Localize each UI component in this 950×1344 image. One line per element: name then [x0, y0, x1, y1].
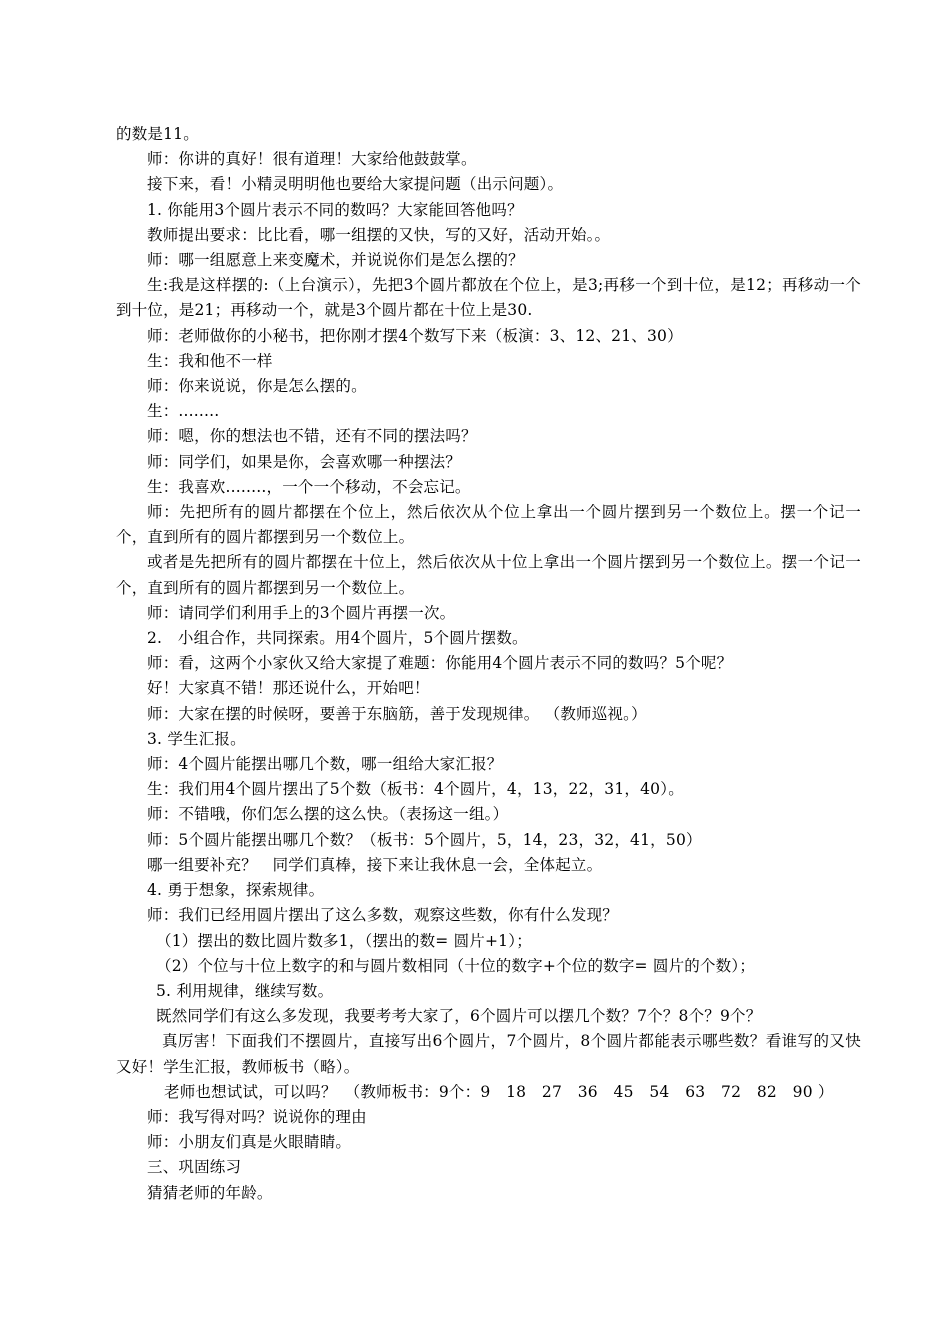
paragraph: 哪一组要补充？ 同学们真棒，接下来让我休息一会，全体起立。 [147, 855, 603, 874]
paragraph: 师：4个圆片能摆出哪几个数，哪一组给大家汇报？ [147, 755, 503, 774]
paragraph: 4. 勇于想象，探索规律。 [147, 881, 325, 900]
paragraph: 师：老师做你的小秘书，把你刚才摆4个数写下来（板演：3、12、21、30） [147, 326, 683, 345]
paragraph: 师：大家在摆的时候呀，要善于东脑筋，善于发现规律。 （教师巡视。） [147, 704, 647, 723]
paragraph: 或者是先把所有的圆片都摆在十位上，然后依次从十位上拿出一个圆片摆到另一个数位上。摆一个记一个，直到所有的圆片都摆到另一个数位上。 [116, 553, 861, 597]
paragraph: 教师提出要求：比比看，哪一组摆的又快，写的又好，活动开始。。 [147, 225, 611, 244]
paragraph: 老师也想试试，可以吗？ （教师板书：9个：9 18 27 36 45 54 63 72 82 90 ） [164, 1082, 834, 1101]
paragraph: 师：同学们，如果是你，会喜欢哪一种摆法？ [147, 452, 462, 471]
paragraph: 2. 小组合作，共同探索。用4个圆片，5个圆片摆数。 [147, 629, 528, 648]
paragraph: 3. 学生汇报。 [147, 729, 246, 748]
paragraph: 师：嗯，你的想法也不错，还有不同的摆法吗？ [147, 427, 477, 446]
paragraph: 师：哪一组愿意上来变魔术，并说说你们是怎么摆的？ [147, 251, 524, 270]
paragraph: 既然同学们有这么多发现，我要考考大家了，6个圆片可以摆几个数？7个？8个？9个？ [156, 1007, 762, 1026]
document-body [116, 122, 861, 1206]
paragraph: 师：小朋友们真是火眼睛睛。 [147, 1133, 352, 1152]
paragraph: 生：我们用4个圆片摆出了5个数（板书：4个圆片，4，13，22，31，40）。 [147, 780, 684, 799]
paragraph: 真厉害！下面我们不摆圆片，直接写出6个圆片，7个圆片，8个圆片都能表示哪些数？看谁写的又快又好！学生汇报，教师板书（略）。 [116, 1032, 861, 1076]
paragraph: 接下来，看！小精灵明明他也要给大家提问题（出示问题）。 [147, 175, 564, 194]
paragraph: （2）个位与十位上数字的和与圆片数相同（十位的数字+个位的数字= 圆片的个数）； [156, 956, 756, 975]
paragraph: 生：........ [147, 402, 220, 421]
paragraph: 5. 利用规律，继续写数。 [156, 981, 334, 1000]
paragraph: 师：先把所有的圆片都摆在个位上，然后依次从个位上拿出一个圆片摆到另一个数位上。摆一个记一个，直到所有的圆片都摆到另一个数位上。 [116, 503, 861, 547]
paragraph: 生：我和他不一样 [147, 351, 273, 370]
paragraph: （1）摆出的数比圆片数多1，（摆出的数= 圆片+1）； [156, 931, 532, 950]
paragraph: 师：5个圆片能摆出哪几个数？（板书：5个圆片，5，14，23，32，41，50） [147, 830, 702, 849]
paragraph: 猜猜老师的年龄。 [147, 1183, 273, 1202]
paragraph: 的数是11。 [116, 125, 199, 143]
paragraph: 生：我喜欢........，一个一个移动，不会忘记。 [147, 477, 471, 496]
paragraph: 好！大家真不错！那还说什么，开始吧！ [147, 679, 430, 698]
paragraph: 三、巩固练习 [147, 1158, 242, 1177]
paragraph: 师：你讲的真好！很有道理！大家给他鼓鼓掌。 [147, 150, 477, 169]
paragraph: 师：我写得对吗？说说你的理由 [147, 1107, 367, 1126]
paragraph: 师：请同学们利用手上的3个圆片再摆一次。 [147, 603, 456, 622]
paragraph: 生:我是这样摆的:（上台演示），先把3个圆片都放在个位上，是3;再移一个到十位，是12；再移动一个到十位，是21；再移动一个，就是3个圆片都在十位上是30. [116, 276, 861, 320]
paragraph: 师：你来说说，你是怎么摆的。 [147, 377, 367, 396]
paragraph: 师：看，这两个小家伙又给大家提了难题：你能用4个圆片表示不同的数吗？5个呢？ [147, 654, 733, 673]
paragraph: 师：不错哦，你们怎么摆的这么快。（表扬这一组。） [147, 805, 509, 824]
paragraph: 师：我们已经用圆片摆出了这么多数，观察这些数，你有什么发现？ [147, 906, 619, 925]
paragraph: 1. 你能用3个圆片表示不同的数吗？大家能回答他吗？ [147, 200, 523, 219]
